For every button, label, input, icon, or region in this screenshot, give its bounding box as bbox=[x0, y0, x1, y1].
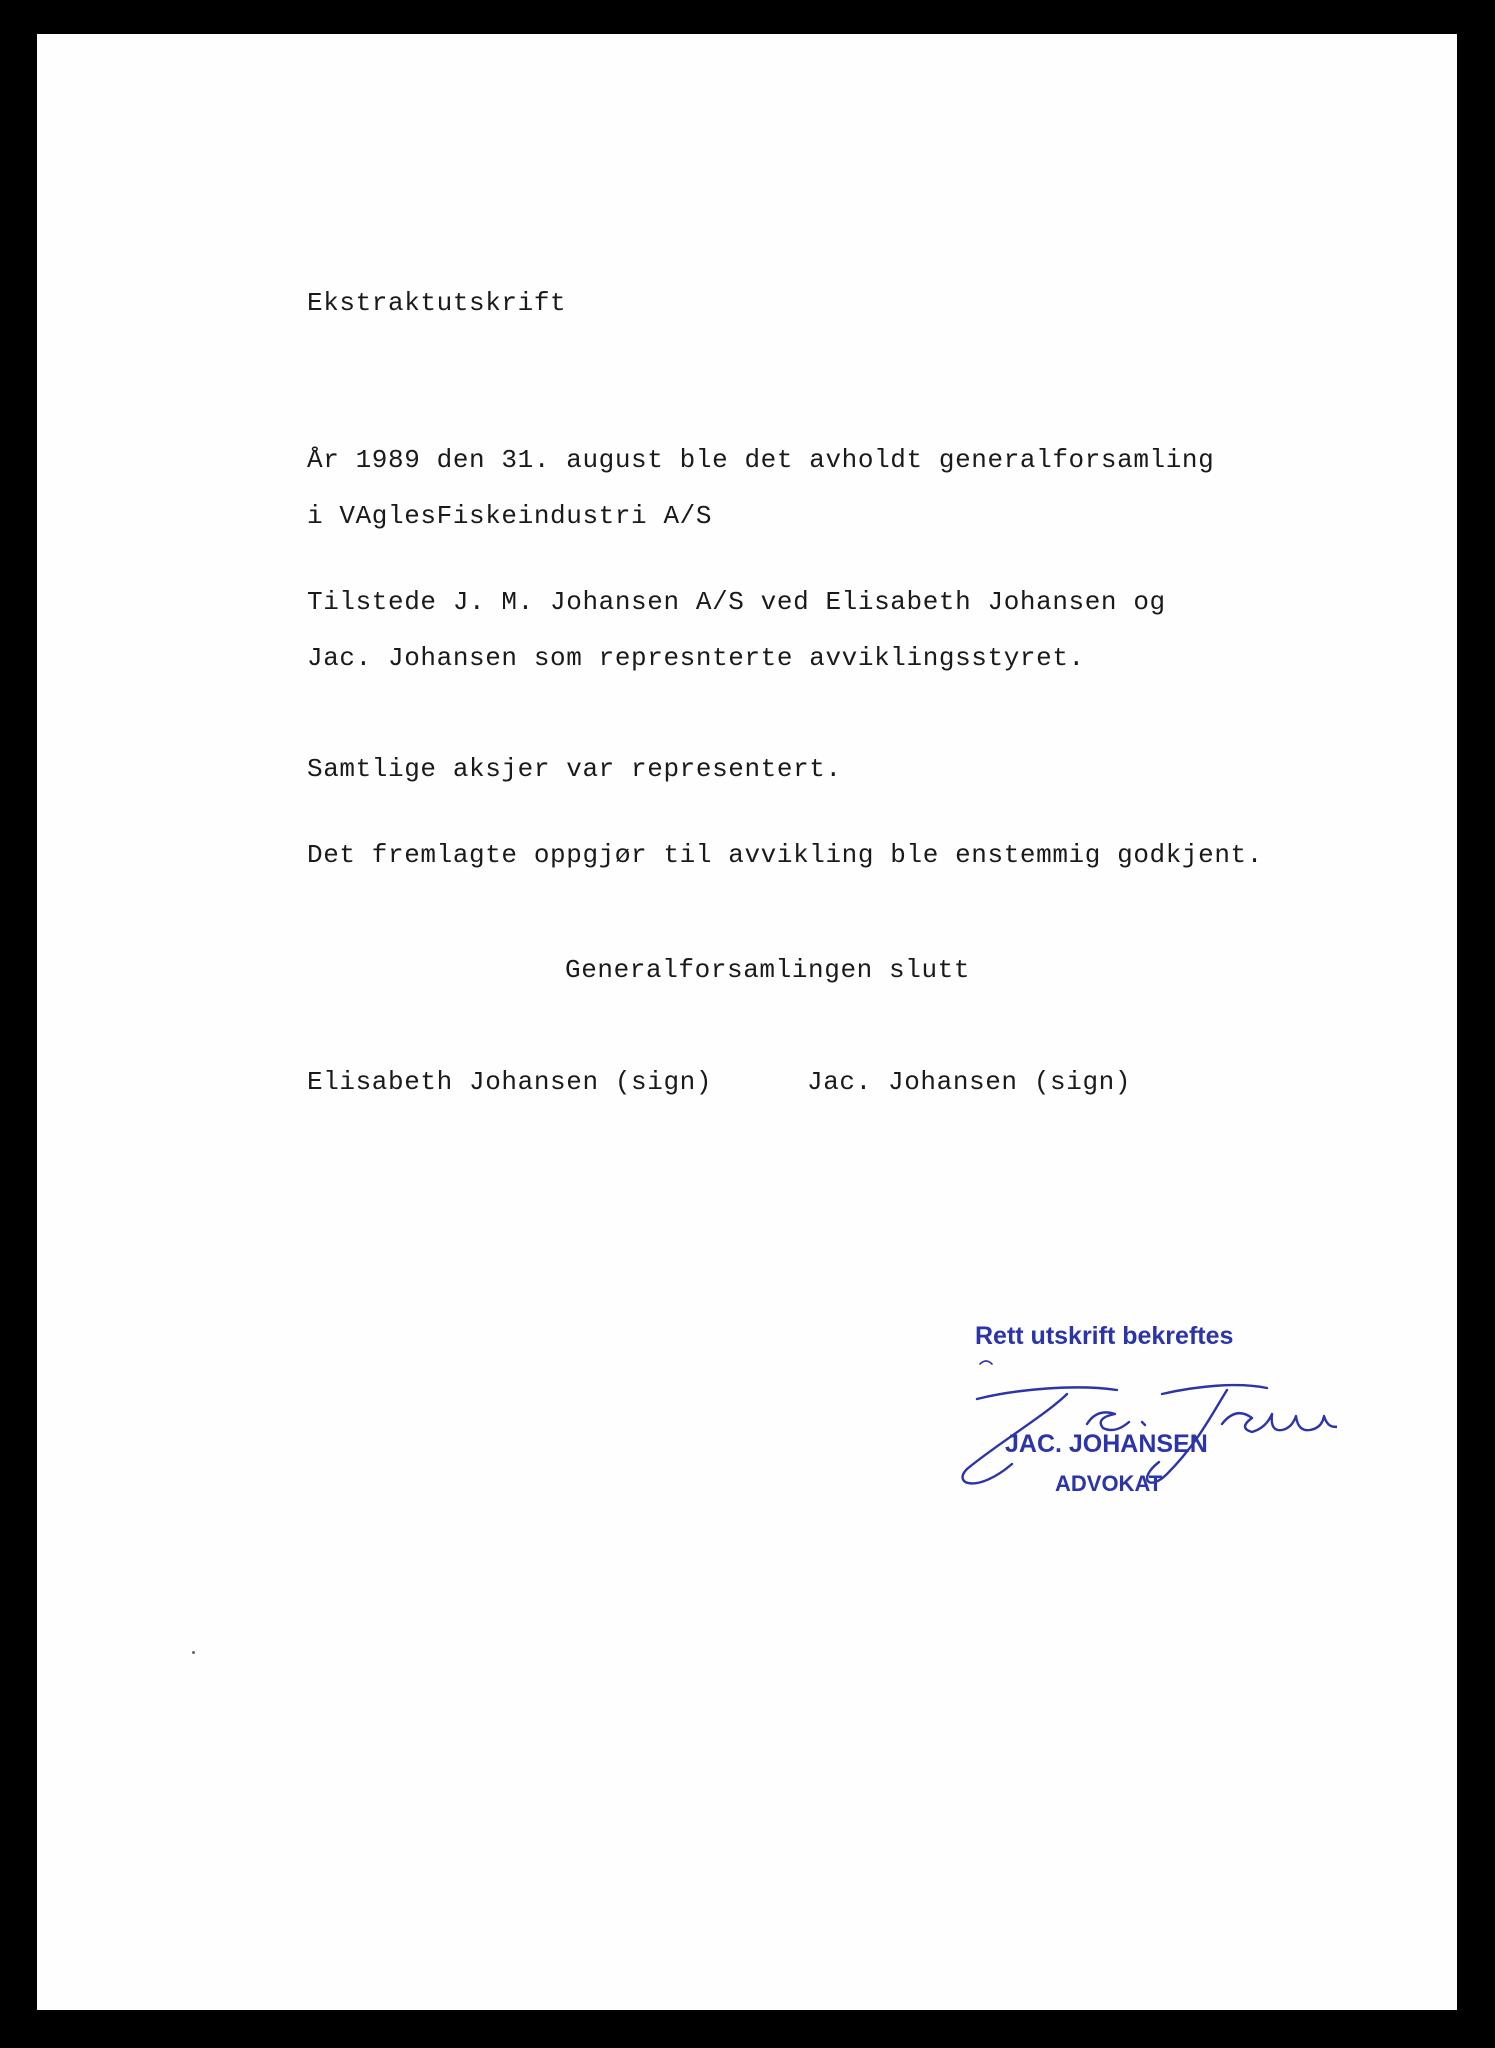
document-paper bbox=[37, 34, 1457, 2010]
paper-speck bbox=[192, 1651, 195, 1654]
signature-line-right: Jac. Johansen (sign) bbox=[807, 1067, 1132, 1097]
paragraph-2-line-2: Jac. Johansen som represnterte avviklingsstyret. bbox=[307, 643, 1085, 673]
paragraph-2-line-1: Tilstede J. M. Johansen A/S ved Elisabeth Johansen og bbox=[307, 587, 1166, 617]
paragraph-1-line-2: i VAglesFiskeindustri A/S bbox=[307, 501, 713, 531]
paragraph-1-line-1: År 1989 den 31. august ble det avholdt generalforsamling bbox=[307, 445, 1215, 475]
stamp-confirmation-text: Rett utskrift bekreftes bbox=[975, 1322, 1234, 1350]
stamp-name: JAC. JOHANSEN bbox=[1005, 1430, 1208, 1458]
closing-line: Generalforsamlingen slutt bbox=[565, 955, 971, 985]
signature-line-left: Elisabeth Johansen (sign) bbox=[307, 1067, 713, 1097]
paragraph-3: Samtlige aksjer var representert. bbox=[307, 754, 842, 784]
paragraph-4: Det fremlagte oppgjør til avvikling ble enstemmig godkjent. bbox=[307, 840, 1263, 870]
document-title: Ekstraktutskrift bbox=[307, 288, 567, 318]
stamp-title: ADVOKAT bbox=[1055, 1471, 1163, 1496]
